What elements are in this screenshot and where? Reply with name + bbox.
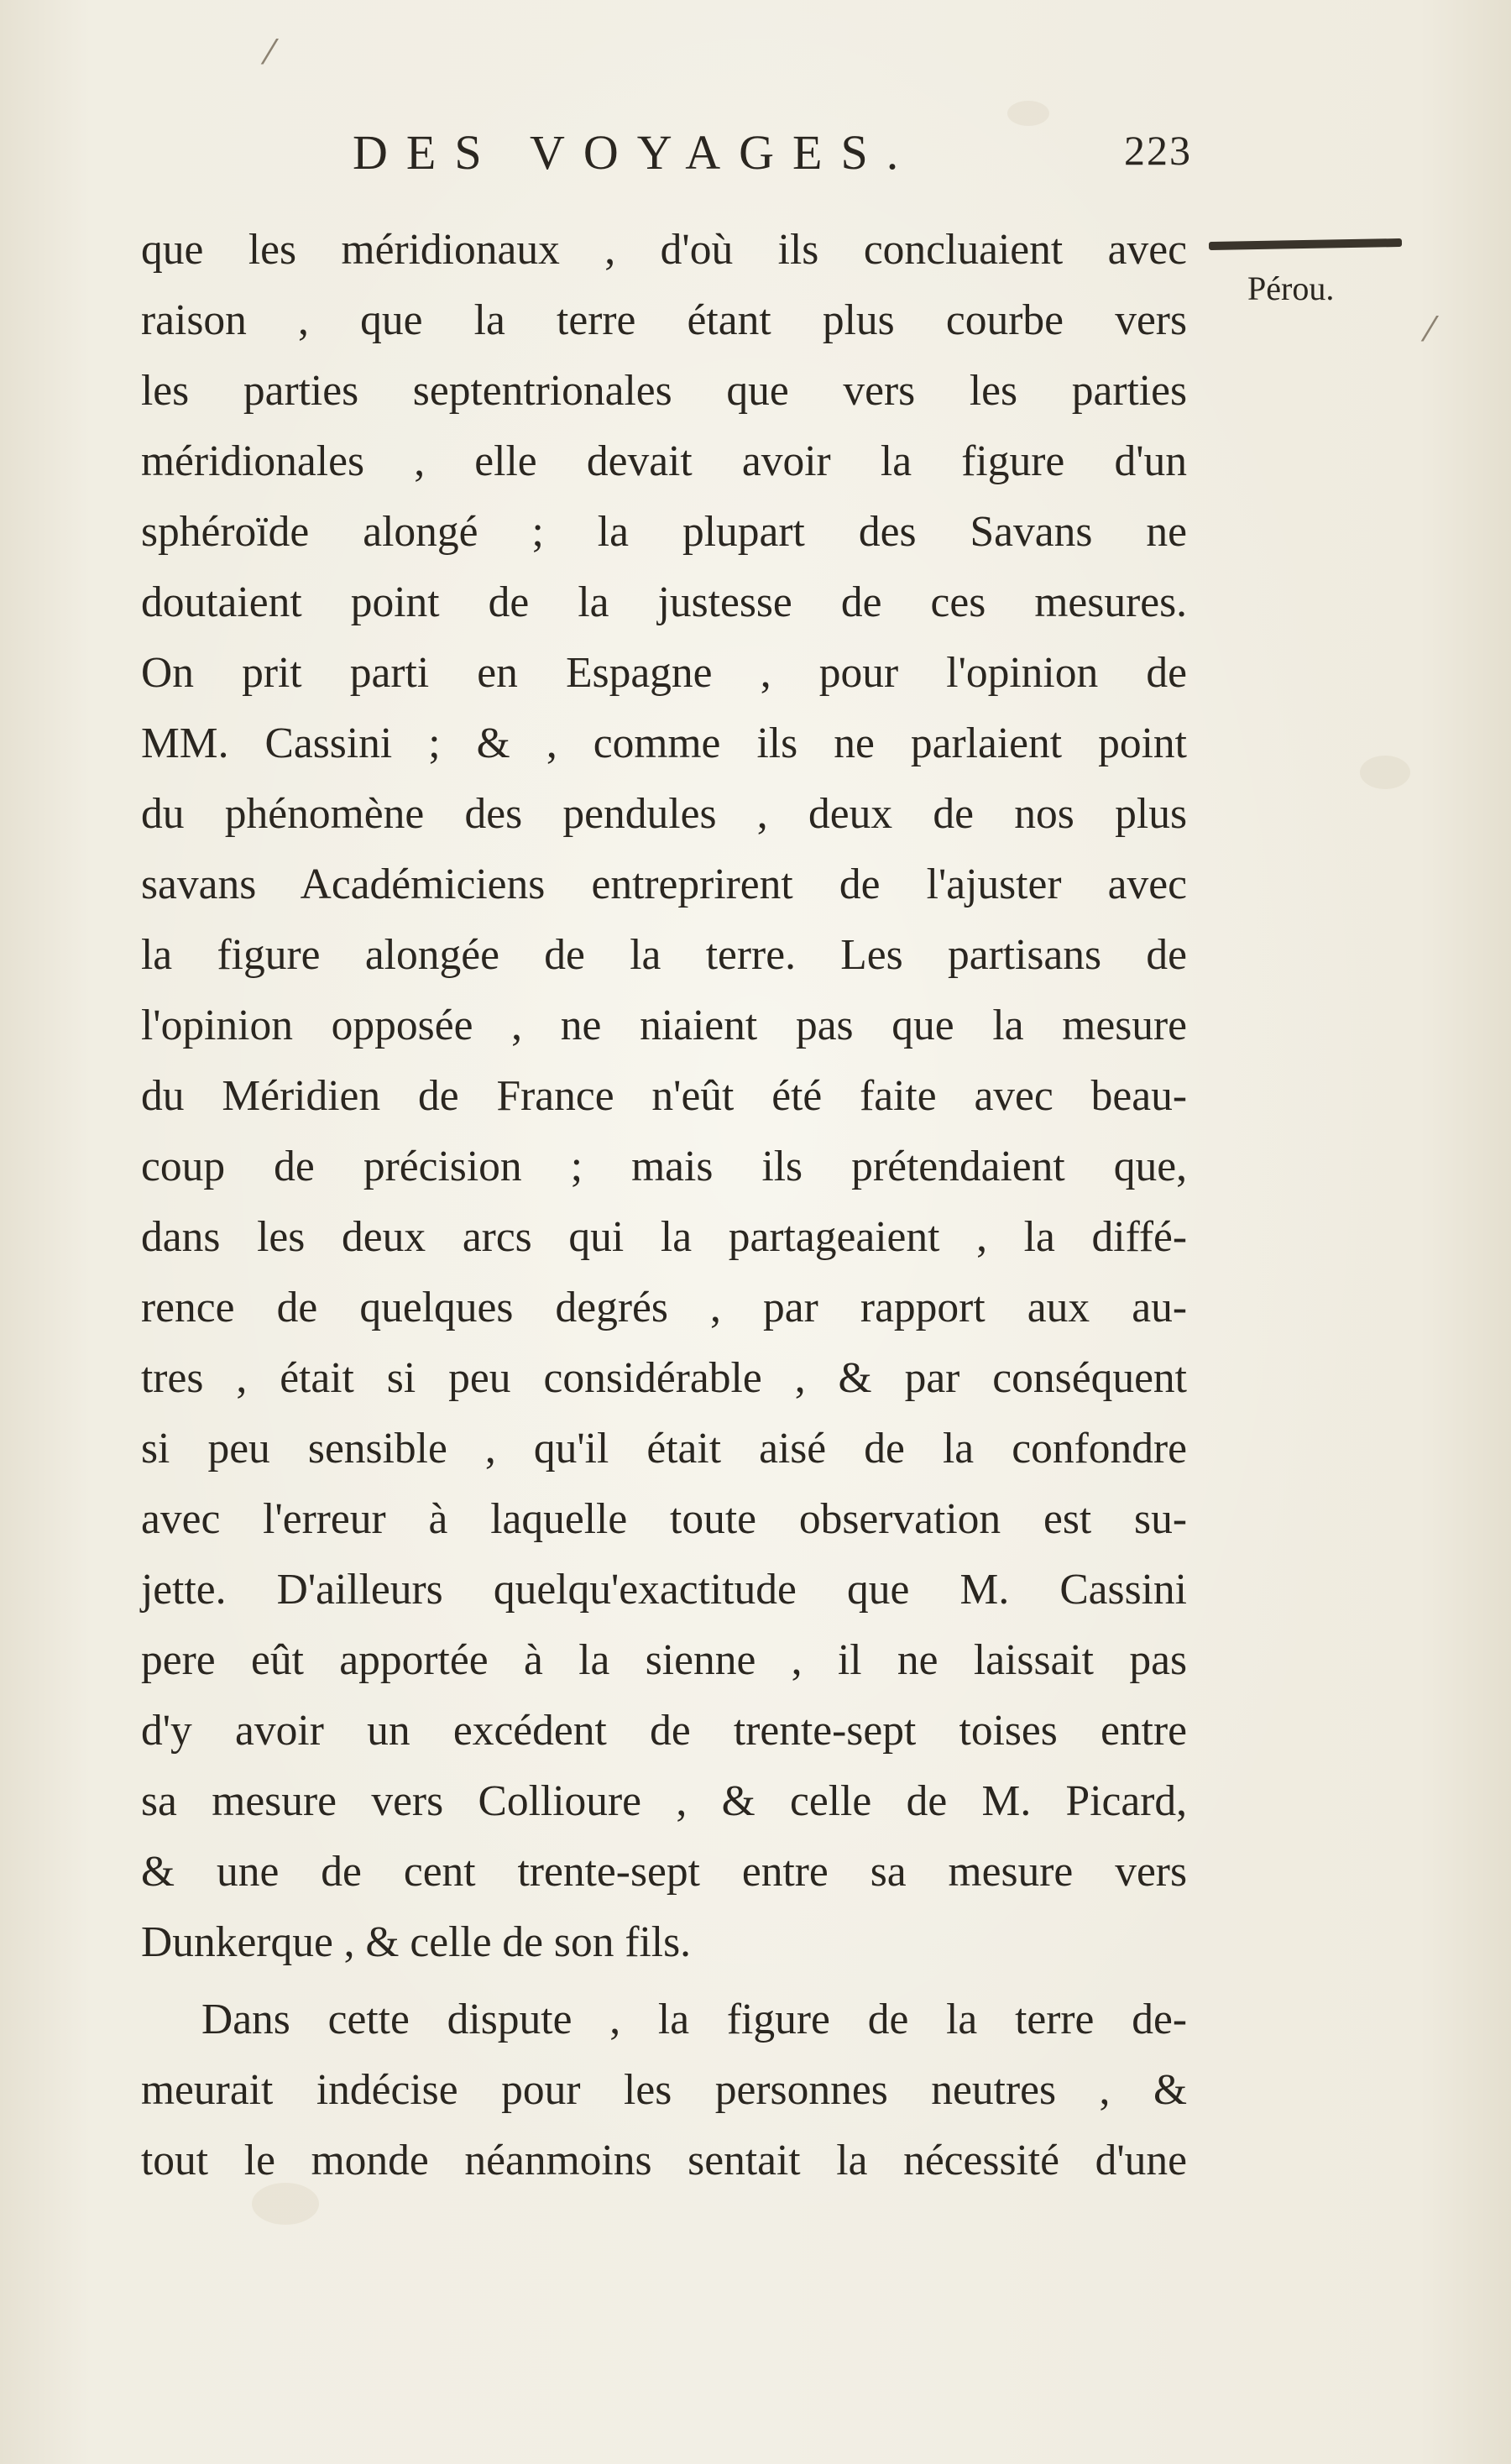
text-line: du phénomène des pendules , deux de nos plus bbox=[141, 790, 1187, 838]
pencil-mark: ⁄ bbox=[267, 34, 273, 72]
text-line: les parties septentrionales que vers les parties bbox=[141, 367, 1187, 415]
text-line: sphéroïde alongé ; la plupart des Savans ne bbox=[141, 508, 1187, 556]
paragraph bbox=[141, 1985, 1187, 2196]
text-line: rence de quelques degrés , par rapport aux au- bbox=[141, 1284, 1187, 1331]
text-line: Dunkerque , & celle de son fils. bbox=[141, 1918, 692, 1966]
paper-stain bbox=[1007, 101, 1049, 126]
text-line: pere eût apportée à la sienne , il ne laissait pas bbox=[141, 1636, 1187, 1684]
text-line: si peu sensible , qu'il était aisé de la confondre bbox=[141, 1425, 1187, 1473]
text-line: On prit parti en Espagne , pour l'opinion de bbox=[141, 649, 1187, 697]
text-line: raison , que la terre étant plus courbe vers bbox=[141, 296, 1187, 344]
running-head bbox=[353, 124, 1192, 191]
running-title: DES VOYAGES. bbox=[353, 125, 918, 180]
text-line: avec l'erreur à laquelle toute observation est su- bbox=[141, 1495, 1187, 1543]
text-line: d'y avoir un excédent de trente-sept toises entre bbox=[141, 1707, 1187, 1755]
text-line: du Méridien de France n'eût été faite avec beau- bbox=[141, 1072, 1187, 1120]
body-text bbox=[141, 215, 1187, 2196]
text-line: jette. D'ailleurs quelqu'exactitude que M. Cassini bbox=[141, 1566, 1187, 1614]
paragraph bbox=[141, 215, 1187, 1978]
text-line: meurait indécise pour les personnes neutres , & bbox=[141, 2066, 1187, 2114]
text-line: tout le monde néanmoins sentait la nécessité d'une bbox=[141, 2137, 1187, 2184]
text-line: savans Académiciens entreprirent de l'ajuster avec bbox=[141, 861, 1187, 908]
text-line: doutaient point de la justesse de ces mesures. bbox=[141, 578, 1187, 626]
text-line: MM. Cassini ; & , comme ils ne parlaient point bbox=[141, 719, 1187, 767]
text-line: tres , était si peu considérable , & par conséquent bbox=[141, 1354, 1187, 1402]
text-line: Dans cette dispute , la figure de la terre de- bbox=[201, 1996, 1187, 2043]
marginal-note: Pérou. bbox=[1247, 269, 1335, 307]
text-line: dans les deux arcs qui la partageaient , la diffé- bbox=[141, 1213, 1187, 1261]
page-number: 223 bbox=[1124, 127, 1192, 174]
text-line: l'opinion opposée , ne niaient pas que la mesure bbox=[141, 1002, 1187, 1049]
text-line: la figure alongée de la terre. Les partisans de bbox=[141, 931, 1187, 979]
text-line: sa mesure vers Collioure , & celle de M. Picard, bbox=[141, 1777, 1187, 1825]
text-line: méridionales , elle devait avoir la figure d'un bbox=[141, 437, 1187, 485]
marginal-rule bbox=[1209, 238, 1402, 250]
text-line: & une de cent trente-sept entre sa mesure vers bbox=[141, 1848, 1187, 1896]
text-line: que les méridionaux , d'où ils concluaient avec bbox=[141, 226, 1187, 274]
pencil-mark: ⁄ bbox=[1427, 311, 1433, 349]
paragraph-gap bbox=[141, 1978, 1187, 1985]
paper-stain bbox=[1360, 756, 1410, 789]
text-line: coup de précision ; mais ils prétendaient que, bbox=[141, 1143, 1187, 1190]
